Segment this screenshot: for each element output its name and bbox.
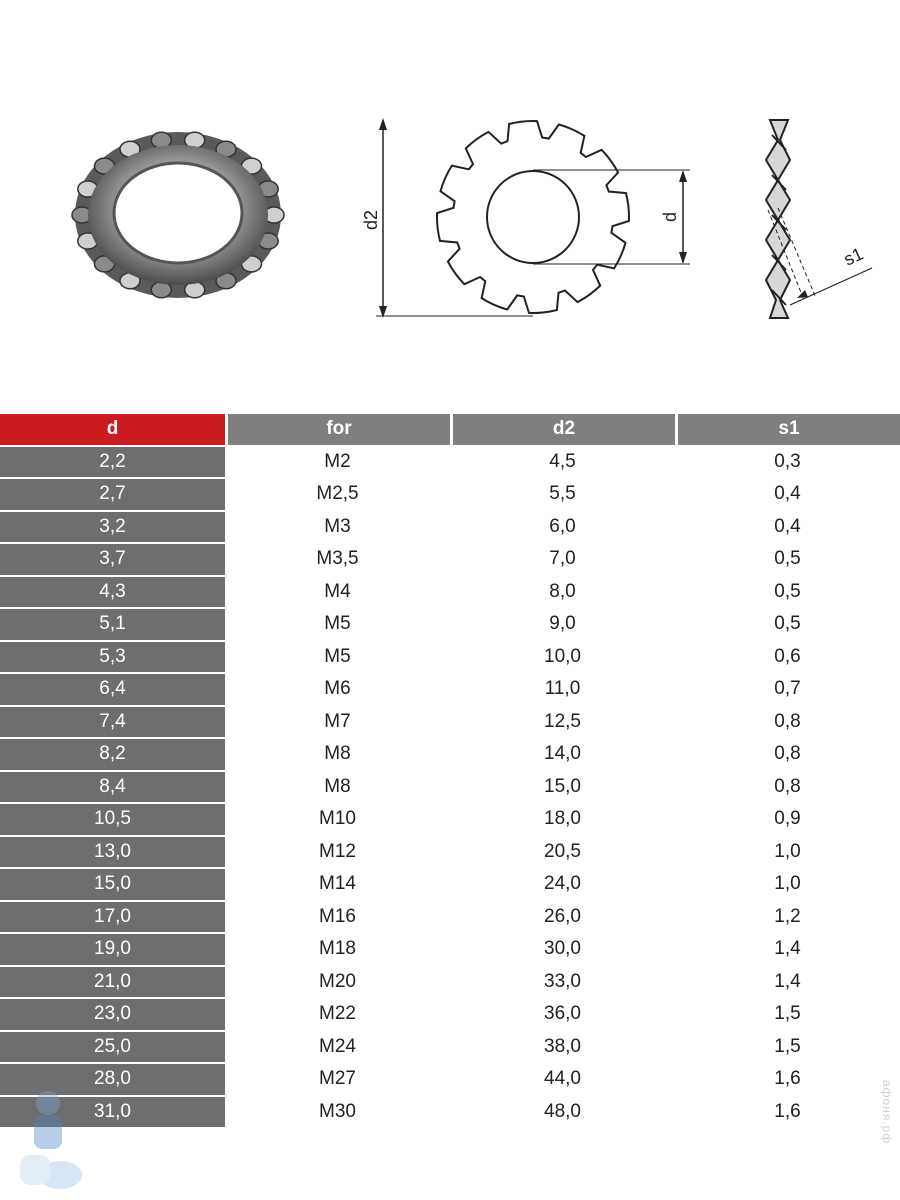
cell-for: M27 xyxy=(319,1068,356,1090)
cell-d2: 44,0 xyxy=(544,1068,581,1090)
cell-for: M24 xyxy=(319,1035,356,1057)
cell-d2: 7,0 xyxy=(549,548,576,570)
cell-for: M3 xyxy=(324,515,351,537)
cell-d: 25,0 xyxy=(0,1032,225,1063)
cell-d2: 8,0 xyxy=(549,580,576,602)
cell-s1: 0,8 xyxy=(774,710,801,732)
cell-for: M18 xyxy=(319,938,356,960)
table-row xyxy=(0,447,900,478)
cell-s1: 0,7 xyxy=(774,678,801,700)
cell-d: 4,3 xyxy=(0,577,225,608)
cell-d: 28,0 xyxy=(0,1064,225,1095)
table-row xyxy=(0,577,900,608)
label-d: d xyxy=(660,211,680,223)
cell-d2: 11,0 xyxy=(544,678,581,700)
table-row xyxy=(0,739,900,770)
header-for: for xyxy=(225,414,450,445)
cell-d: 3,2 xyxy=(0,512,225,543)
cell-d: 7,4 xyxy=(0,707,225,738)
cell-s1: 0,5 xyxy=(774,580,801,602)
cell-d2: 48,0 xyxy=(544,1100,581,1122)
cell-d2: 12,5 xyxy=(544,710,581,732)
cell-d: 17,0 xyxy=(0,902,225,933)
table-body xyxy=(0,447,900,1128)
table-header-row xyxy=(0,414,900,445)
cell-s1: 0,4 xyxy=(774,515,801,537)
cell-for: M14 xyxy=(319,873,356,895)
cell-for: M5 xyxy=(324,613,351,635)
cell-for: M3,5 xyxy=(316,548,359,570)
cell-for: M2 xyxy=(324,450,351,472)
table-row xyxy=(0,804,900,835)
cell-s1: 1,6 xyxy=(774,1068,801,1090)
table-row xyxy=(0,1064,900,1095)
cell-d: 15,0 xyxy=(0,869,225,900)
watermark: афоня.рф xyxy=(880,1080,894,1145)
header-s1: s1 xyxy=(675,414,900,445)
table-row xyxy=(0,642,900,673)
cell-for: M4 xyxy=(324,580,351,602)
cell-s1: 0,4 xyxy=(774,483,801,505)
cell-s1: 0,6 xyxy=(774,645,801,667)
cell-d: 3,7 xyxy=(0,544,225,575)
mascot-logo xyxy=(10,1085,90,1195)
cell-for: M10 xyxy=(319,808,356,830)
cell-d: 8,2 xyxy=(0,739,225,770)
table-row xyxy=(0,837,900,868)
cell-d2: 36,0 xyxy=(544,1003,581,1025)
cell-s1: 0,8 xyxy=(774,743,801,765)
table-row xyxy=(0,609,900,640)
cell-d2: 38,0 xyxy=(544,1035,581,1057)
cell-for: M2,5 xyxy=(316,483,359,505)
cell-d: 23,0 xyxy=(0,999,225,1030)
cell-d: 6,4 xyxy=(0,674,225,705)
table-row xyxy=(0,1097,900,1128)
cell-for: M16 xyxy=(319,905,356,927)
cell-s1: 0,5 xyxy=(774,548,801,570)
washer-side-drawing xyxy=(766,120,872,318)
cell-for: M8 xyxy=(324,775,351,797)
cell-s1: 1,0 xyxy=(774,840,801,862)
cell-d: 10,5 xyxy=(0,804,225,835)
cell-d2: 15,0 xyxy=(544,775,581,797)
washer-figures xyxy=(0,0,900,400)
cell-for: M12 xyxy=(319,840,356,862)
cell-d: 31,0 xyxy=(0,1097,225,1128)
header-d: d xyxy=(0,414,225,445)
cell-s1: 1,5 xyxy=(774,1003,801,1025)
table-row xyxy=(0,707,900,738)
cell-d: 8,4 xyxy=(0,772,225,803)
cell-d2: 4,5 xyxy=(549,450,576,472)
cell-d: 21,0 xyxy=(0,967,225,998)
cell-s1: 1,4 xyxy=(774,970,801,992)
table-row xyxy=(0,674,900,705)
cell-s1: 1,0 xyxy=(774,873,801,895)
cell-d: 2,2 xyxy=(0,447,225,478)
cell-d2: 26,0 xyxy=(544,905,581,927)
cell-d2: 30,0 xyxy=(544,938,581,960)
cell-for: M22 xyxy=(319,1003,356,1025)
cell-for: M6 xyxy=(324,678,351,700)
cell-s1: 0,5 xyxy=(774,613,801,635)
cell-s1: 0,3 xyxy=(774,450,801,472)
cell-d2: 9,0 xyxy=(549,613,576,635)
table-row xyxy=(0,934,900,965)
cell-d2: 5,5 xyxy=(549,483,576,505)
table-row xyxy=(0,544,900,575)
cell-for: M30 xyxy=(319,1100,356,1122)
cell-s1: 0,8 xyxy=(774,775,801,797)
cell-s1: 1,2 xyxy=(774,905,801,927)
cell-d2: 24,0 xyxy=(544,873,581,895)
cell-for: M20 xyxy=(319,970,356,992)
table-row xyxy=(0,967,900,998)
washer-spec-table xyxy=(0,412,900,1129)
washer-front-drawing xyxy=(361,118,690,318)
cell-d2: 14,0 xyxy=(544,743,581,765)
cell-for: M7 xyxy=(324,710,351,732)
cell-s1: 1,4 xyxy=(774,938,801,960)
cell-d2: 20,5 xyxy=(544,840,581,862)
label-d2: d2 xyxy=(361,209,381,231)
cell-s1: 0,9 xyxy=(774,808,801,830)
cell-s1: 1,5 xyxy=(774,1035,801,1057)
cell-for: M5 xyxy=(324,645,351,667)
table-row xyxy=(0,902,900,933)
label-s1: s1 xyxy=(840,243,867,270)
cell-d: 13,0 xyxy=(0,837,225,868)
table-row xyxy=(0,869,900,900)
table-row xyxy=(0,512,900,543)
cell-s1: 1,6 xyxy=(774,1100,801,1122)
cell-d2: 6,0 xyxy=(549,515,576,537)
cell-d: 5,3 xyxy=(0,642,225,673)
table-row xyxy=(0,999,900,1030)
table-row xyxy=(0,1032,900,1063)
cell-for: M8 xyxy=(324,743,351,765)
cell-d2: 18,0 xyxy=(544,808,581,830)
cell-d: 19,0 xyxy=(0,934,225,965)
cell-d: 2,7 xyxy=(0,479,225,510)
washer-photo xyxy=(72,132,284,298)
cell-d2: 10,0 xyxy=(544,645,581,667)
table-row xyxy=(0,772,900,803)
cell-d: 5,1 xyxy=(0,609,225,640)
table-row xyxy=(0,479,900,510)
header-d2: d2 xyxy=(450,414,675,445)
cell-d2: 33,0 xyxy=(544,970,581,992)
